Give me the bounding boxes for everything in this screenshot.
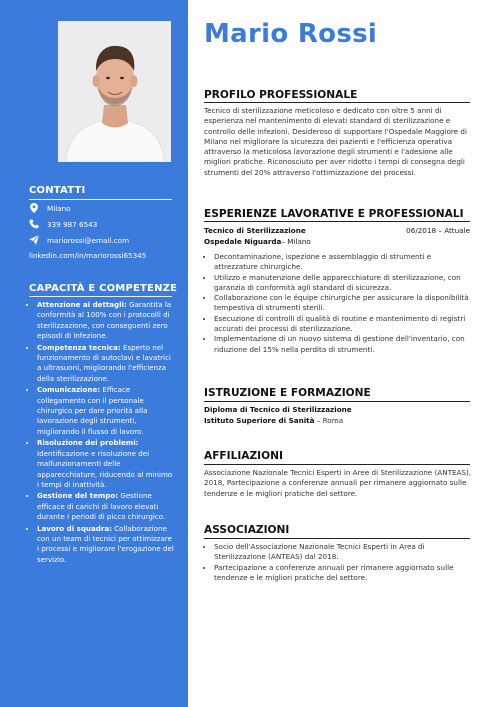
affiliations-heading: AFFILIAZIONI xyxy=(204,450,283,462)
skill-text: Garantita la conformità al 100% con i protocolli di sterilizzazione, con conseguenti zero episodi di infezione. xyxy=(37,300,172,341)
education-heading: ISTRUZIONE E FORMAZIONE xyxy=(204,387,371,399)
skill-text: Identificazione e risoluzione dei malfunzionamenti delle apparecchiature, riducendo al minimo i tempi di inattività. xyxy=(37,448,173,489)
skill-label: Risoluzione dei problemi: xyxy=(37,438,139,448)
candidate-name: Mario Rossi xyxy=(204,19,378,49)
job-role: Tecnico di Sterilizzazione xyxy=(204,226,306,235)
location-text: Milano xyxy=(47,203,71,213)
skill-item xyxy=(37,438,175,490)
profile-heading: PROFILO PROFESSIONALE xyxy=(204,89,358,101)
sidebar xyxy=(0,0,188,707)
skill-text: Gestione efficace di carichi di lavoro elevati durante i periodi di picco chirurgico. xyxy=(37,491,166,522)
profile-divider xyxy=(204,102,470,103)
education-school xyxy=(204,416,472,426)
profile-photo xyxy=(58,21,171,162)
skill-item xyxy=(37,343,175,385)
skills-divider xyxy=(29,296,172,297)
association-bullet: • Partecipazione a conferenze annuali per rimanere aggiornato sulle tendenze e le migliori pratiche del settore. xyxy=(214,563,470,584)
linkedin-link[interactable]: linkedin.com/in/mariorossi65345 xyxy=(29,251,147,260)
skills-list xyxy=(29,300,175,566)
phone-icon xyxy=(29,219,39,229)
skill-label: Lavoro di squadra: xyxy=(37,523,112,533)
job-bullets xyxy=(204,252,470,355)
associations-heading: ASSOCIAZIONI xyxy=(204,524,290,536)
experience-divider xyxy=(204,221,470,222)
degree-name: Diploma di Tecnico di Sterilizzazione xyxy=(204,405,352,414)
job-employer-row xyxy=(204,237,470,246)
skill-item xyxy=(37,385,175,437)
phone-text[interactable]: 339 987 6543 xyxy=(47,219,98,229)
affiliations-text: Associazione Nazionale Tecnici Esperti in Aree di Sterilizzazione (ANTEAS), 2018, Partecipazione a conferenze annuali per rimanere aggiornato sulle tendenze e le migliori pratiche del settore. xyxy=(204,468,472,498)
skill-label: Attenzione ai dettagli: xyxy=(37,300,127,309)
job-bullet: • Decontaminazione, ispezione e assemblaggio di strumenti e attrezzature chirurgiche. xyxy=(214,252,470,273)
skill-text: Efficace collegamento con il personale chirurgico per dare priorità alla lavorazione degli strumenti, migliorando il flusso di lavoro. xyxy=(37,385,148,436)
job-location: – Milano xyxy=(281,237,311,246)
job-bullet: • Collaborazione con le équipe chirurgiche per assicurare la disponibilità tempestiva di strumenti sterili. xyxy=(214,293,470,314)
education-divider xyxy=(204,401,470,402)
skill-label: Gestione del tempo: xyxy=(37,491,119,501)
skill-label: Competenza tecnica: xyxy=(37,342,121,352)
contact-location xyxy=(29,203,71,213)
skill-text: Collaborazione con un team di tecnici per ottimizzare i processi e migliorare l'erogazione del servizio. xyxy=(37,523,174,564)
job-bullet: • Utilizzo e manutenzione delle apparecchiature di sterilizzazione, con garanzia di conformità agli standard di sicurezza. xyxy=(214,273,470,294)
contact-email xyxy=(29,235,129,245)
skill-item xyxy=(37,491,175,522)
affiliations-divider xyxy=(204,464,470,465)
school-location: – Roma xyxy=(314,416,344,425)
contacts-heading: CONTATTI xyxy=(29,185,86,196)
location-pin-icon xyxy=(29,203,39,213)
experience-heading: ESPERIENZE LAVORATIVE E PROFESSIONALI xyxy=(204,208,464,220)
contacts-divider xyxy=(29,199,172,200)
education-degree xyxy=(204,405,472,415)
skill-label: Comunicazione: xyxy=(37,385,101,395)
skills-heading: CAPACITÀ E COMPETENZE xyxy=(29,283,178,294)
job-dates: 06/2018 – Attuale xyxy=(406,226,470,235)
associations-divider xyxy=(204,538,470,539)
school-name: Istituto Superiore di Sanità xyxy=(204,416,315,425)
skill-item xyxy=(37,524,175,566)
profile-text: Tecnico di sterilizzazione meticoloso e dedicato con oltre 5 anni di esperienza nel mantenimento di elevati standard di sterilizzazione e controllo delle infezioni. Desideroso di supportare l'Ospedale Maggiore di Milano nel migliorare la sicurezza dei pazienti e l'efficienza operativa attraverso la meticolosa lavorazione degli strumenti e l'adesione alle migliori pratiche. Riconosciuto per aver ridotto i tempi di consegna degli strumenti del 20% attraverso l'ottimizzazione dei processi. xyxy=(204,106,467,177)
skill-text: Esperto nel funzionamento di autoclavi e lavatrici a ultrasuoni, migliorando l'efficienza della sterilizzazione. xyxy=(37,342,171,383)
associations-bullets xyxy=(204,542,470,583)
job-header xyxy=(204,226,470,235)
association-bullet: • Socio dell'Associazione Nazionale Tecnici Esperti in Area di Sterilizzazione (ANTEAS) dal 2018. xyxy=(214,542,470,563)
email-link[interactable]: mariorossi@email.com xyxy=(47,235,130,245)
job-employer: Ospedale Niguarda xyxy=(204,237,282,246)
send-icon xyxy=(29,235,39,245)
job-bullet: • Esecuzione di controlli di qualità di routine e mantenimento di registri accurati dei processi di sterilizzazione. xyxy=(214,314,470,335)
contact-linkedin xyxy=(29,251,146,260)
job-bullet: • Implementazione di un nuovo sistema di gestione dell'inventario, con riduzione del 15% nella perdita di strumenti. xyxy=(214,334,470,355)
skill-item xyxy=(37,300,175,342)
contact-phone xyxy=(29,219,97,229)
